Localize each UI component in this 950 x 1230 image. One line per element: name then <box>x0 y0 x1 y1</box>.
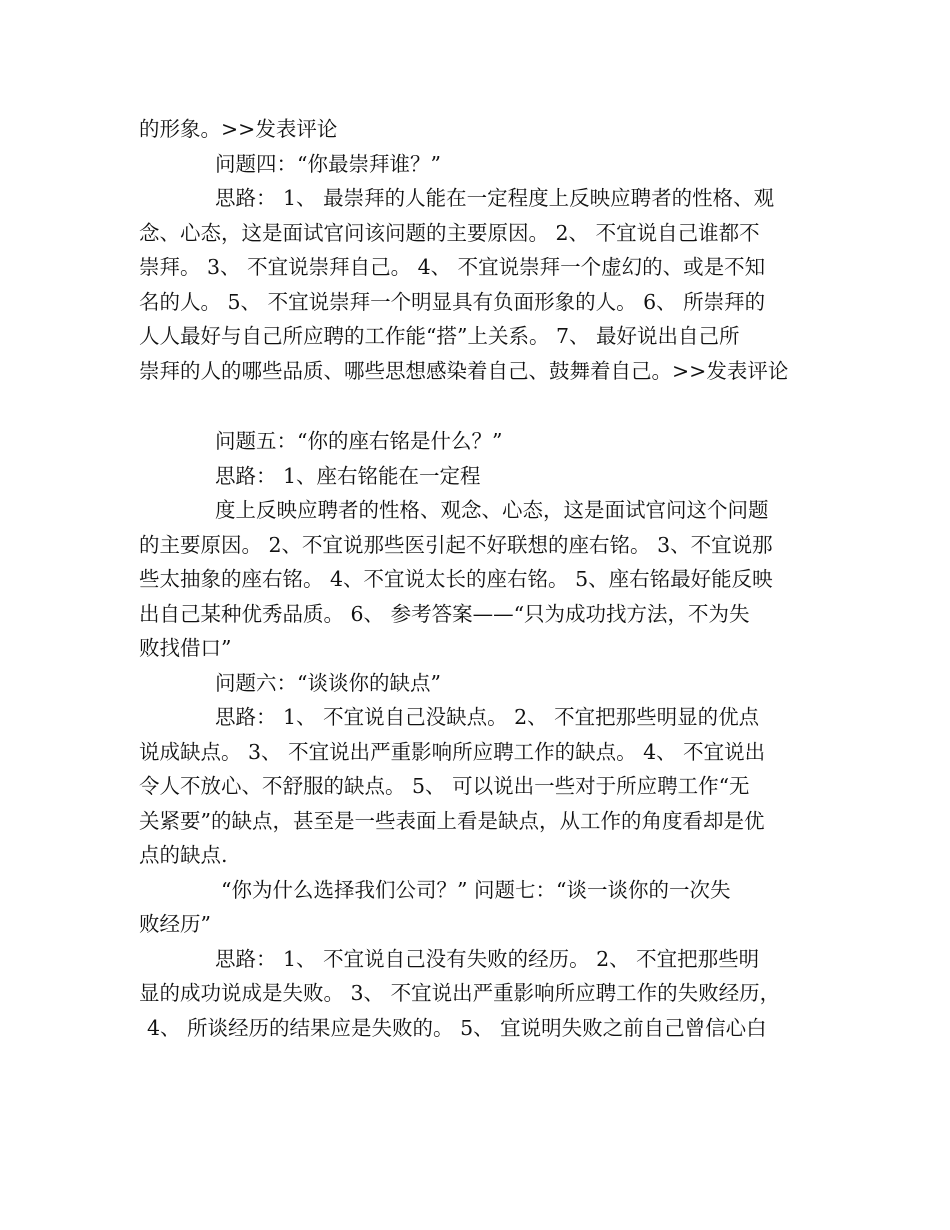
text-line: 的形象。>>发表评论 <box>139 117 338 141</box>
text-line: 令人不放心、不舒服的缺点。 5、 可以说出一些对于所应聘工作“无 <box>139 774 750 798</box>
text-line: 思路： 1、 不宜说自己没缺点。 2、 不宜把那些明显的优点 <box>215 705 760 729</box>
text-line: 出自己某种优秀品质。 6、 参考答案——“只为成功找方法，不为失 <box>139 601 750 626</box>
text-line: 显的成功说成是失败。 3、 不宜说出严重影响所应聘工作的失败经历， <box>139 981 781 1005</box>
text-line: 4、 所谈经历的结果应是失败的。 5、 宜说明失败之前自己曾信心白 <box>147 1015 767 1040</box>
text-line: 崇拜的人的哪些品质、哪些思想感染着自己、鼓舞着自己。>>发表评论 <box>139 358 789 383</box>
question-heading: “你为什么选择我们公司？” 问题七：“谈一谈你的一次失 <box>221 877 731 902</box>
text-line: 的主要原因。 2、不宜说那些医引起不好联想的座右铭。 3、不宜说那 <box>139 532 773 557</box>
text-line: 些太抽象的座右铭。 4、不宜说太长的座右铭。 5、座右铭最好能反映 <box>139 567 773 591</box>
question-heading: 问题四：“你最崇拜谁？” <box>215 151 441 176</box>
document-body <box>139 112 815 1045</box>
text-line: 名的人。 5、 不宜说崇拜一个明显具有负面形象的人。 6、 所崇拜的 <box>139 289 766 314</box>
text-line: 思路： 1、 最崇拜的人能在一定程度上反映应聘者的性格、观 <box>215 186 775 210</box>
text-line: 度上反映应聘者的性格、观念、心态，这是面试官问这个问题 <box>215 498 769 522</box>
text-line: 说成缺点。 3、 不宜说出严重影响所应聘工作的缺点。 4、 不宜说出 <box>139 739 766 764</box>
text-line: 崇拜。 3、 不宜说崇拜自己。 4、 不宜说崇拜一个虚幻的、或是不知 <box>139 255 766 279</box>
text-line: 败找借口” <box>139 636 232 660</box>
paragraph-gap <box>139 388 815 424</box>
question-heading: 问题六：“谈谈你的缺点” <box>215 670 441 695</box>
text-line: 思路： 1、座右铭能在一定程 <box>215 463 481 488</box>
text-line: 思路： 1、 不宜说自己没有失败的经历。 2、 不宜把那些明 <box>215 946 760 971</box>
text-line: 关紧要”的缺点，甚至是一些表面上看是缺点，从工作的角度看却是优 <box>139 808 765 833</box>
text-line: 人人最好与自己所应聘的工作能“搭”上关系。 7、 最好说出自己所 <box>139 324 740 348</box>
text-line: 败经历” <box>139 912 211 936</box>
text-line: 念、心态，这是面试官问该问题的主要原因。 2、 不宜说自己谁都不 <box>139 220 760 245</box>
text-line: 点的缺点. <box>139 843 228 867</box>
question-heading: 问题五：“你的座右铭是什么？” <box>215 429 503 453</box>
